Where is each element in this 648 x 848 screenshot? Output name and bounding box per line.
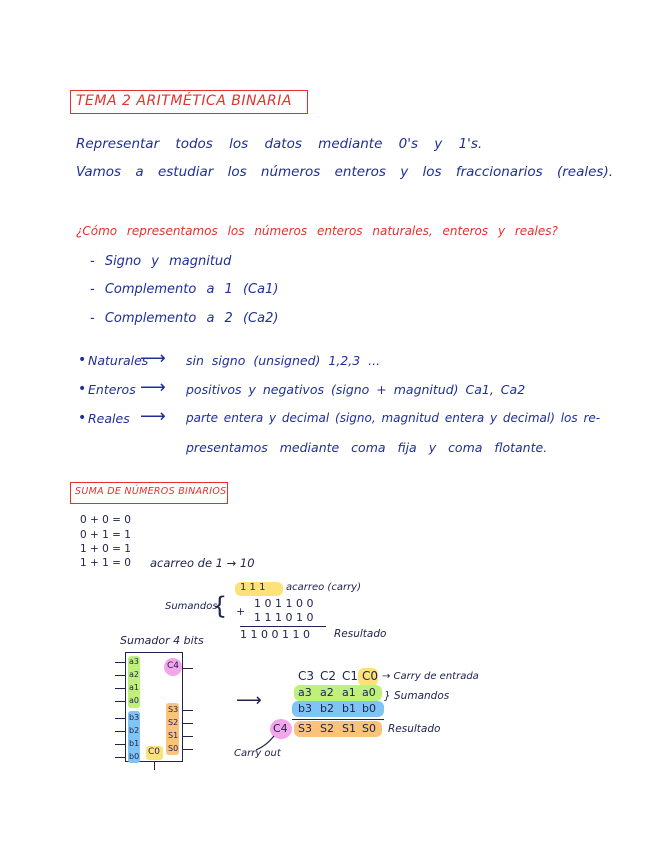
question: ¿Cómo representamos los números enteros naturales, enteros y reales? [76, 224, 558, 238]
sum-rule: 1 + 0 = 1 [80, 543, 131, 555]
adder-carry-in-line [154, 762, 155, 770]
adder-title: Sumador 4 bits [120, 634, 204, 647]
method-item: - Signo y magnitud [90, 254, 232, 269]
adder-input-line [115, 731, 125, 732]
diagram-a: a2 [320, 686, 334, 699]
adder-input-line [115, 757, 125, 758]
diagram-s: S1 [342, 722, 356, 735]
diagram-b: b1 [342, 702, 356, 715]
type-label: Naturales [88, 353, 149, 368]
carry-in-label: → Carry de entrada [382, 671, 479, 682]
adder-output-s: S0 [168, 744, 179, 753]
adder-input-a: a1 [129, 683, 139, 692]
diagram-arrow-icon: ⟶ [236, 690, 262, 711]
addition-row-2: 1 1 1 0 1 0 [254, 611, 314, 624]
section2-title: SUMA DE NÚMEROS BINARIOS [75, 486, 227, 497]
carry-out-label: Carry out [234, 748, 281, 759]
adder-input-a: a0 [129, 696, 139, 705]
adder-input-b: b2 [129, 726, 140, 735]
carry-note: acarreo de 1 → 10 [150, 556, 255, 570]
addition-carry-row: 1 1 1 [240, 582, 266, 593]
diagram-carry: C1 [342, 669, 359, 683]
adder-output-line [183, 723, 193, 724]
adder-input-line [115, 701, 125, 702]
sumandos-label: Sumandos [165, 601, 218, 612]
diagram-a: a0 [362, 686, 376, 699]
diagram-carry: C3 [298, 669, 315, 683]
intro-line-2: Vamos a estudiar los números enteros y los fraccionarios (reales). [76, 164, 614, 180]
adder-carry-in: C0 [148, 747, 161, 757]
method-item: - Complemento a 2 (Ca2) [90, 311, 279, 326]
method-item: - Complemento a 1 (Ca1) [90, 282, 279, 297]
addition-result-label: Resultado [334, 628, 387, 640]
diagram-result-label: Resultado [388, 723, 441, 735]
diagram-a: a1 [342, 686, 356, 699]
adder-input-line [115, 675, 125, 676]
type-desc: parte entera y decimal (signo, magnitud entera y decimal) los re- [186, 411, 601, 425]
adder-output-line [183, 668, 193, 669]
type-desc: sin signo (unsigned) 1,2,3 ... [186, 353, 381, 368]
arrow-icon: ⟶ [140, 406, 166, 427]
brace-icon: { [212, 592, 228, 620]
plus-sign: + [236, 605, 246, 618]
arrow-icon: ⟶ [140, 348, 166, 369]
adder-input-line [115, 688, 125, 689]
adder-input-a: a2 [129, 670, 139, 679]
sum-rule: 0 + 0 = 0 [80, 514, 131, 526]
arrow-icon: ⟶ [140, 377, 166, 398]
diagram-b: b3 [298, 702, 312, 715]
sum-rule: 0 + 1 = 1 [80, 529, 131, 541]
addition-carry-label: acarreo (carry) [286, 582, 361, 593]
bullet: • [78, 352, 87, 368]
adder-output-line [183, 749, 193, 750]
adder-input-line [115, 662, 125, 663]
diagram-s: S2 [320, 722, 334, 735]
adder-input-b: b0 [129, 752, 140, 761]
addition-result: 1 1 0 0 1 1 0 [240, 628, 310, 641]
type-label: Enteros [88, 382, 136, 397]
bullet: • [78, 410, 87, 426]
sumandos-brace-label: } Sumandos [384, 690, 450, 702]
adder-input-line [115, 718, 125, 719]
diagram-s: S3 [298, 722, 312, 735]
adder-output-line [183, 736, 193, 737]
diagram-b: b2 [320, 702, 334, 715]
adder-input-a: a3 [129, 657, 139, 666]
bullet: • [78, 381, 87, 397]
sum-rule: 1 + 1 = 0 [80, 557, 131, 569]
type-label: Reales [88, 411, 130, 426]
diagram-rule [292, 719, 384, 720]
diagram-carry: C0 [362, 669, 379, 683]
adder-output-s: S1 [168, 731, 179, 740]
diagram-b: b0 [362, 702, 376, 715]
adder-input-b: b3 [129, 713, 140, 722]
adder-output-s: S3 [168, 705, 179, 714]
intro-line-1: Representar todos los datos mediante 0's y 1's. [76, 136, 483, 152]
diagram-carry: C2 [320, 669, 337, 683]
diagram-a: a3 [298, 686, 312, 699]
type-desc-cont: presentamos mediante coma fija y coma flotante. [186, 440, 548, 455]
type-desc: positivos y negativos (signo + magnitud) Ca1, Ca2 [186, 382, 526, 397]
adder-input-line [115, 744, 125, 745]
diagram-carry-out: C4 [273, 722, 288, 735]
addition-rule [240, 626, 326, 627]
adder-input-b: b1 [129, 739, 140, 748]
page-title: TEMA 2 ARITMÉTICA BINARIA [76, 93, 292, 109]
adder-output-line [183, 710, 193, 711]
adder-carry-out: C4 [167, 661, 180, 671]
adder-output-s: S2 [168, 718, 179, 727]
addition-row-1: 1 0 1 1 0 0 [254, 597, 314, 610]
diagram-s: S0 [362, 722, 376, 735]
